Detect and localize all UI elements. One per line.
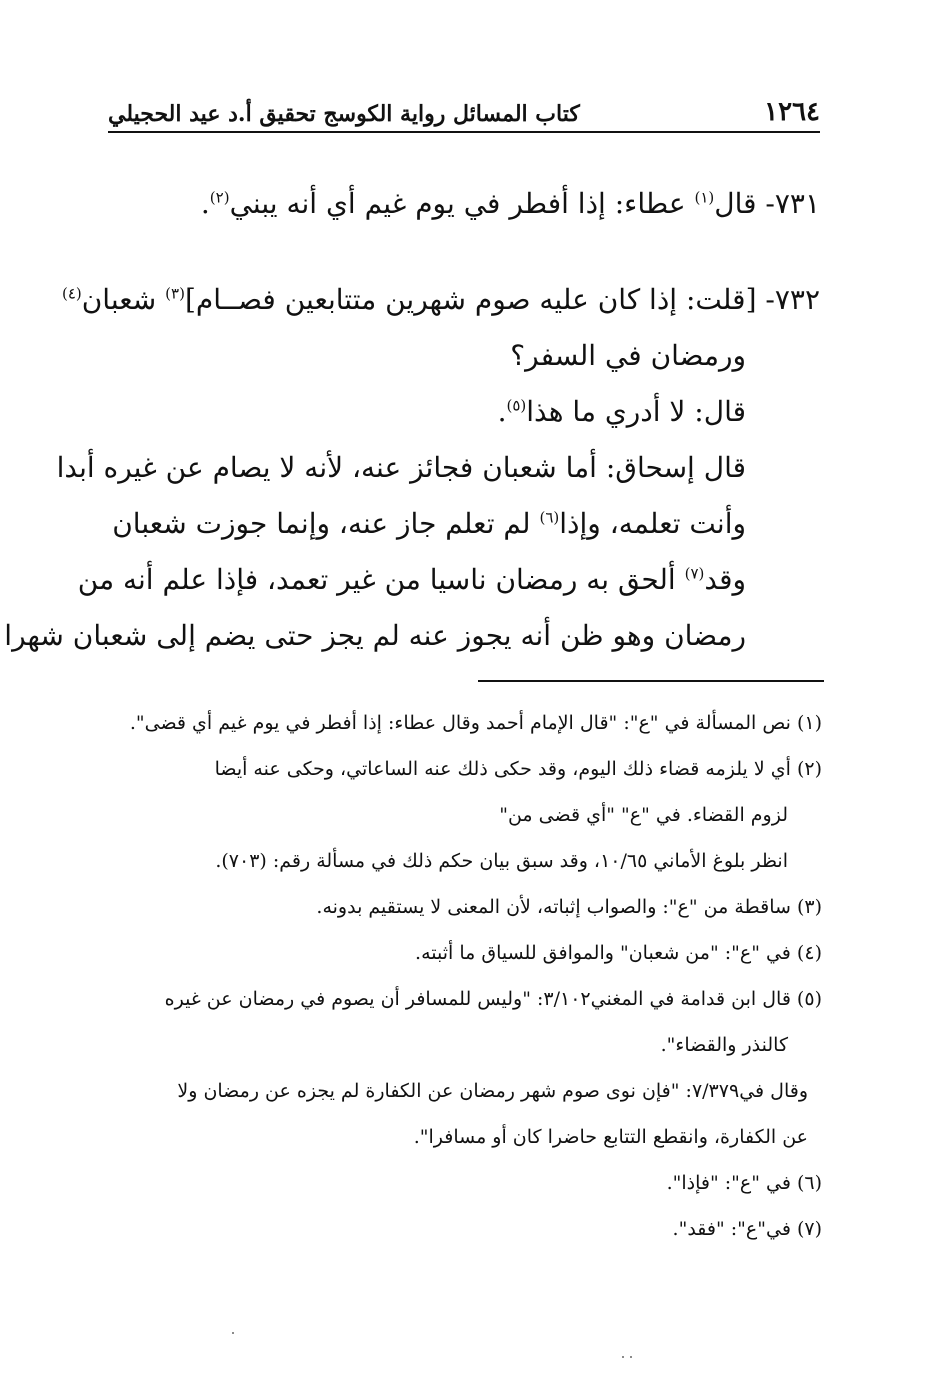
issue-number: ٧٣١- xyxy=(765,187,820,220)
issue-732-line-7: رمضان وهو ظن أنه يجوز عنه لم يجز حتى يضم إلى شعبان شهرا xyxy=(4,619,746,652)
footnote-4: (٤) في "ع": "من شعبان" والموافق للسياق ما أثبته. xyxy=(415,942,822,964)
text-run: قال xyxy=(714,187,757,220)
issue-731-line xyxy=(100,176,820,232)
text-run: شعبان xyxy=(81,283,157,316)
footnote-ref[interactable]: (١) xyxy=(694,188,715,207)
scan-speck xyxy=(232,1332,234,1334)
footnote-6: (٦) في "ع": "فإذا". xyxy=(666,1172,822,1194)
issue-731 xyxy=(100,176,820,232)
issue-732-line-6 xyxy=(77,552,820,608)
footnote-5: (٥) قال ابن قدامة في المغني٣/١٠٢: "وليس للمسافر أن يصوم في رمضان عن غيره xyxy=(164,988,822,1010)
footnote-ref[interactable]: (٢) xyxy=(209,188,230,207)
text-run: وأنت تعلمه، وإذا xyxy=(559,507,746,540)
issue-732-line-4: قال إسحاق: أما شعبان فجائز عنه، لأنه لا يصام عن غيره أبدا xyxy=(56,451,746,484)
text-run: وقد xyxy=(704,563,746,596)
text-run: قال: لا أدري ما هذا xyxy=(526,395,746,428)
text-run: [قلت: إذا كان عليه صوم شهرين متتابعين فصــام] xyxy=(184,283,757,316)
issue-732-line-1 xyxy=(61,272,820,328)
footnote-1: (١) نص المسألة في "ع": "قال الإمام أحمد وقال عطاء: إذا أفطر في يوم غيم أي قضى". xyxy=(129,712,822,734)
issue-732-line-3 xyxy=(100,384,820,440)
footnote-ref[interactable]: (٥) xyxy=(506,396,527,415)
issue-732 xyxy=(4,272,820,664)
footnote-2-note: انظر بلوغ الأماني ١٠/٦٥، وقد سبق بيان حكم ذلك في مسألة رقم: (٧٠٣). xyxy=(215,850,788,872)
scan-speck xyxy=(630,1356,632,1358)
footnote-3: (٣) ساقطة من "ع": والصواب إثباته، لأن المعنى لا يستقيم بدونه. xyxy=(316,896,822,918)
running-title: كتاب المسائل رواية الكوسج تحقيق أ.د عيد الحجيلي xyxy=(108,101,580,127)
footnote-divider xyxy=(478,680,824,682)
footnote-ref[interactable]: (٤) xyxy=(61,284,82,303)
footnote-ref[interactable]: (٧) xyxy=(684,564,705,583)
page-header xyxy=(108,95,820,133)
text-run: لم تعلم جاز عنه، وإنما جوزت شعبان xyxy=(112,507,531,540)
text-run: عطاء: إذا أفطر في يوم غيم أي أنه يبني xyxy=(229,187,686,220)
footnote-5-quote-cont: عن الكفارة، وانقطع التتابع حاضرا كان أو مسافرا". xyxy=(413,1126,808,1148)
page-number: ١٢٦٤ xyxy=(764,97,820,127)
issue-732-line-2: ورمضان في السفر؟ xyxy=(510,339,746,372)
text-run: ألحق به رمضان ناسيا من غير تعمد، فإذا علم أنه من xyxy=(77,563,676,596)
footnote-ref[interactable]: (٣) xyxy=(165,284,185,303)
issue-number: ٧٣٢- xyxy=(765,283,820,316)
footnotes xyxy=(104,700,822,1252)
text-run: . xyxy=(497,395,507,428)
footnote-2: (٢) أي لا يلزمه قضاء ذلك اليوم، وقد حكى ذلك عنه الساعاتي، وحكى عنه أيضا xyxy=(214,758,822,780)
footnote-7: (٧) في"ع": "فقد". xyxy=(672,1218,822,1240)
footnote-ref[interactable]: (٦) xyxy=(539,508,560,527)
footnote-5-cont: كالنذر والقضاء". xyxy=(660,1034,788,1056)
text-run: . xyxy=(200,187,210,220)
footnote-2-cont: لزوم القضاء. في "ع" "أي قضى من" xyxy=(499,804,788,826)
scan-speck xyxy=(622,1356,624,1358)
footnote-5-quote: وقال في٧/٣٧٩: "فإن نوى صوم شهر رمضان عن الكفارة لم يجزه عن رمضان ولا xyxy=(177,1080,808,1102)
issue-732-line-5 xyxy=(100,496,820,552)
